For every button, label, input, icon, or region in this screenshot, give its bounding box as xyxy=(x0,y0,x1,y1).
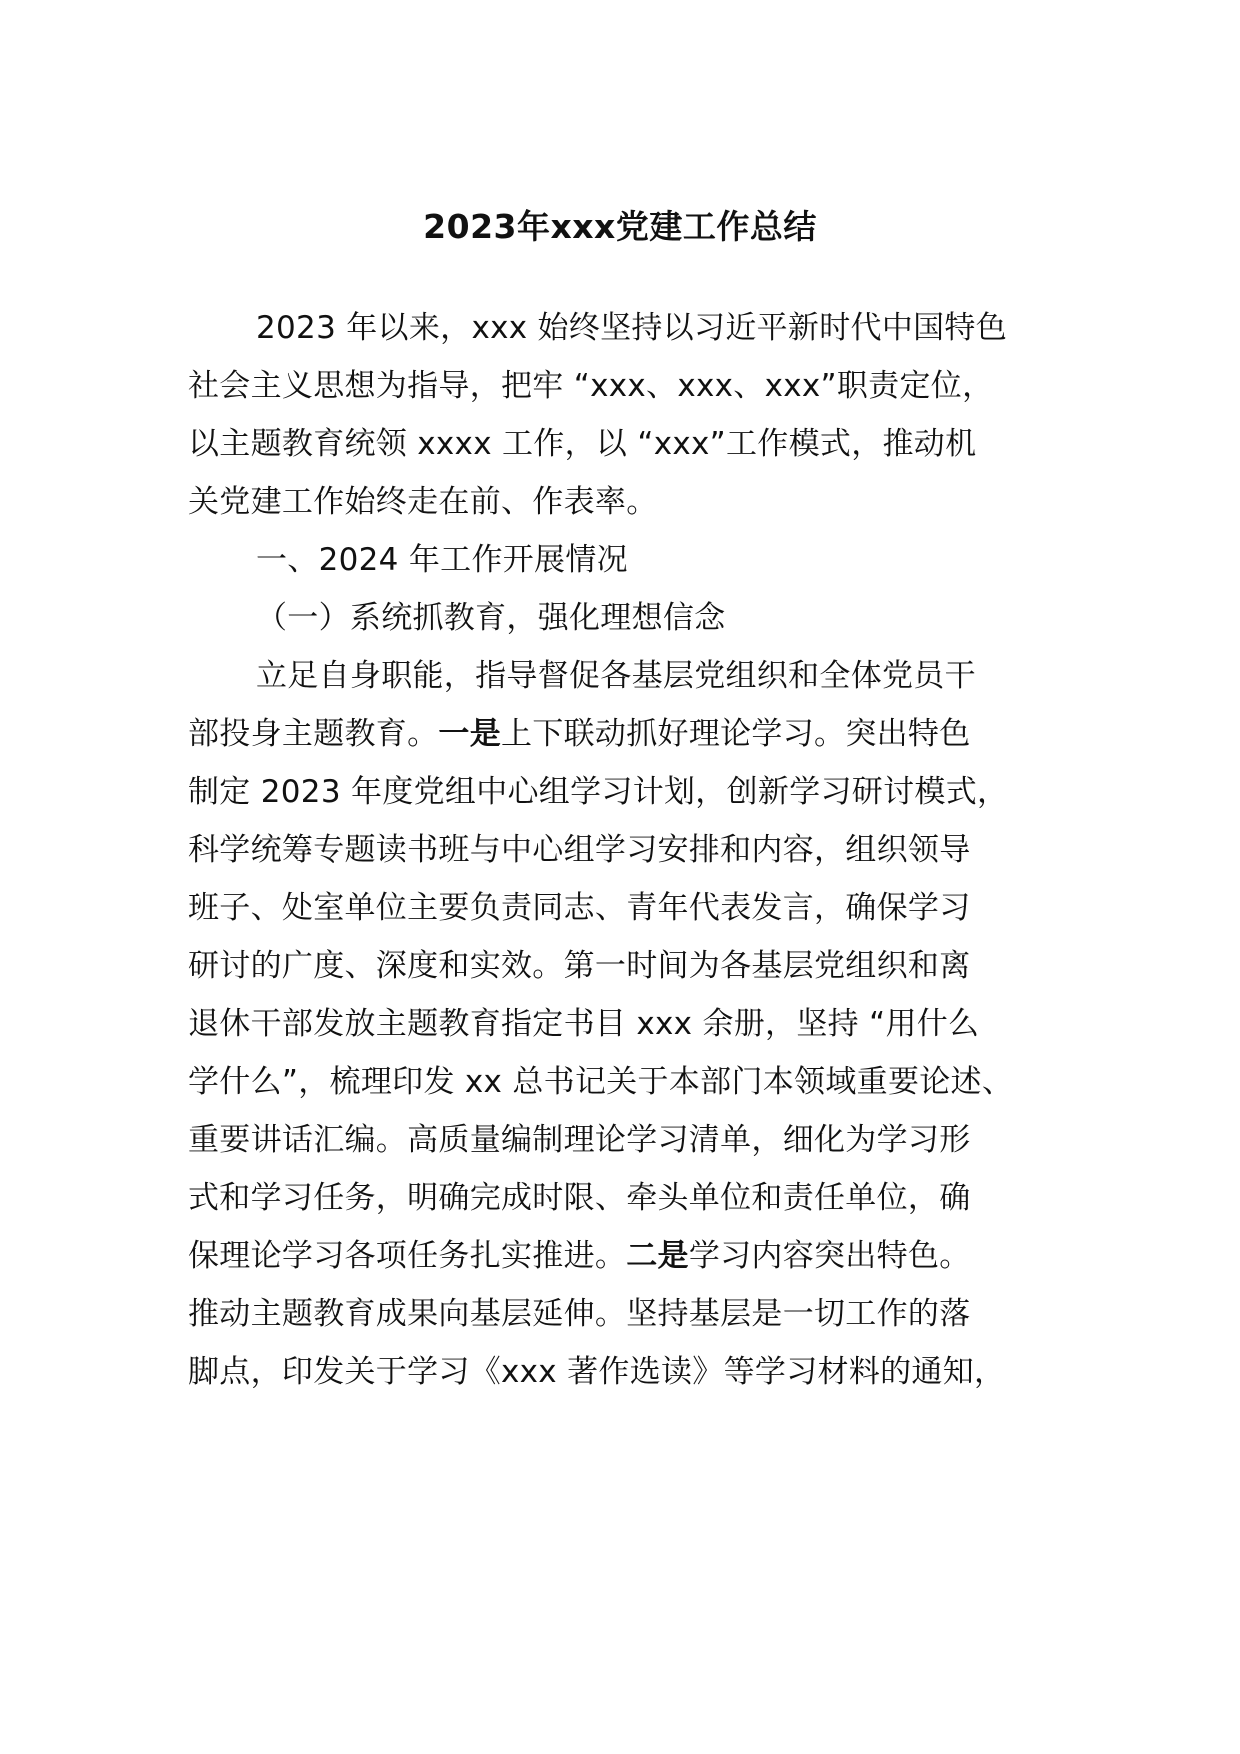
paragraph-2-line-11-pre: 保理论学习各项任务扎实推进。 xyxy=(188,1238,627,1274)
paragraph-2-line-11 xyxy=(188,1234,971,1278)
paragraph-2-line-12: 推动主题教育成果向基层延伸。坚持基层是一切工作的落 xyxy=(188,1296,971,1332)
document-title: 2023年xxx党建工作总结 xyxy=(423,207,817,246)
paragraph-2-line-1: 立足自身职能，指导督促各基层党组织和全体党员干 xyxy=(256,658,976,694)
paragraph-1-line-3: 以主题教育统领 xxxx 工作，以 “xxx”工作模式，推动机 xyxy=(188,426,977,462)
paragraph-2-line-2 xyxy=(188,712,971,756)
point-two-label: 二是 xyxy=(626,1238,689,1274)
paragraph-2-line-2-post: 上下联动抓好理论学习。突出特色 xyxy=(501,716,971,752)
paragraph-1-line-4: 关党建工作始终走在前、作表率。 xyxy=(188,484,658,520)
paragraph-1-line-1: 2023 年以来，xxx 始终坚持以习近平新时代中国特色 xyxy=(256,310,1008,346)
section-1-heading: 一、2024 年工作开展情况 xyxy=(256,542,628,578)
subsection-1-heading: （一）系统抓教育，强化理想信念 xyxy=(256,600,726,636)
paragraph-2-line-8: 学什么”，梳理印发 xx 总书记关于本部门本领域重要论述、 xyxy=(188,1064,1014,1100)
paragraph-2-line-10: 式和学习任务，明确完成时限、牵头单位和责任单位，确 xyxy=(188,1180,971,1216)
paragraph-2-line-6: 研讨的广度、深度和实效。第一时间为各基层党组织和离 xyxy=(188,948,971,984)
paragraph-2-line-4: 科学统筹专题读书班与中心组学习安排和内容，组织领导 xyxy=(188,832,971,868)
paragraph-2-line-9: 重要讲话汇编。高质量编制理论学习清单，细化为学习形 xyxy=(188,1122,971,1158)
paragraph-2-line-3: 制定 2023 年度党组中心组学习计划，创新学习研讨模式， xyxy=(188,774,1009,810)
paragraph-2-line-2-pre: 部投身主题教育。 xyxy=(188,716,439,752)
paragraph-2-line-13: 脚点，印发关于学习《xxx 著作选读》等学习材料的通知， xyxy=(188,1354,1006,1390)
paragraph-2-line-5: 班子、处室单位主要负责同志、青年代表发言，确保学习 xyxy=(188,890,971,926)
paragraph-2-line-7: 退休干部发放主题教育指定书目 xxx 余册，坚持 “用什么 xyxy=(188,1006,980,1042)
point-one-label: 一是 xyxy=(438,716,502,752)
paragraph-1-line-2: 社会主义思想为指导，把牢 “xxx、xxx、xxx”职责定位， xyxy=(188,368,994,404)
paragraph-2-line-11-post: 学习内容突出特色。 xyxy=(688,1238,971,1274)
